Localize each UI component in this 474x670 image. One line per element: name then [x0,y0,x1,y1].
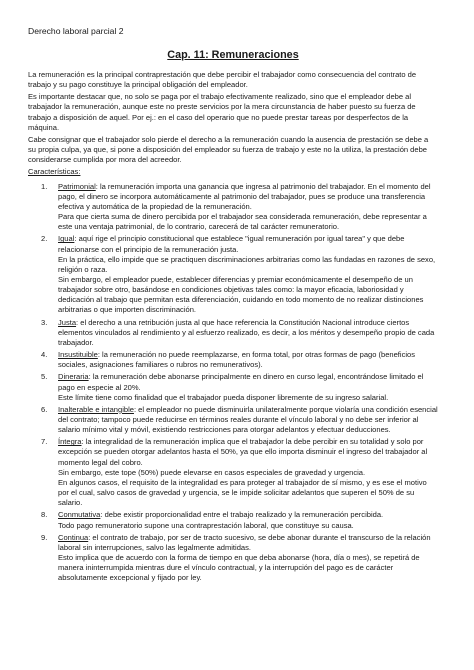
item-text: : la integralidad de la remuneración implica que el trabajador la debe percibir en su totalidad y solo por excepción se pueden otorgar adelantos hasta el 50%, ya que ello importa disminuir el ingreso del trabajador al momento legal del cobro. [58,437,428,467]
item-text: : la remuneración no puede reemplazarse, en forma total, por otras formas de pago (beneficios sociales, asignaciones familiares o rubros no remunerativos). [58,350,416,370]
item-text: Sin embargo, el empleador puede, establecer diferencias y premiar económicamente el desempeño de un trabajador sobre otro, basándose en condiciones objetivas tales como: la mayor eficacia, laboriosidad y dedicación al trabajo que permitan esta diferenciación, cuidando en todo momento de no realizar distinciones arbitrarias o que importen discriminación. [58,274,424,315]
item-text: : el empleador no puede disminuirla unilateralmente porque violaría una condición esencial del contrato; tampoco puede reducirse en términos reales durante el vínculo laboral y no debe ser inferior al salario mínimo vital y móvil, existiendo restricciones para otorgar adelantos y efectuar deducciones. [58,404,438,435]
intro-paragraph: Es importante destacar que, no solo se paga por el trabajo efectivamente realizado, sino que el empleador debe al trabajador la remuneración, aunque este no preste servicios por la mera circunstancia de haber puesto su fuerza de trabajo a disposición de aquel. Por ej.: en el caso del operario que no puede prestar tareas por desperfectos de la máquina. [28,92,416,132]
characteristics-heading: Características: [28,167,81,177]
item-text: : el derecho a una retribución justa al que hace referencia la Constitución Nacional introduce ciertos elementos vinculados al rendimiento y al esfuerzo realizado, es decir, a los méritos y desempeño propio de cada trabajador. [58,317,435,347]
item-term: Justa [58,317,77,327]
list-item [28,350,438,370]
item-text: Para que cierta suma de dinero percibida por el trabajador sea considerada remuneración, debe representar a este una ventaja patrimonial, de lo contrario, carecerá de tal carácter remuneratorio. [58,212,427,232]
list-item [28,405,438,435]
intro-paragraph: La remuneración es la principal contraprestación que debe percibir el trabajador como consecuencia del contrato de trabajo y su pago constituye la principal obligación del empleador. [28,70,417,90]
list-item [28,318,438,348]
item-term: Inalterable e intangible [58,404,134,414]
item-term: Patrimonial [58,181,96,191]
item-number: 1. [41,181,48,191]
item-text: : aquí rige el principio constitucional que establece "igual remuneración por igual tarea" y que debe relacionarse con el principio de la remuneración justa. [58,234,405,254]
list-item [28,437,438,508]
list-item [28,510,438,530]
page-title: Cap. 11: Remuneraciones [167,49,299,61]
list-item [28,372,438,402]
item-number: 7. [41,437,48,447]
item-text: Todo pago remuneratorio supone una contraprestación laboral, que constituye su causa. [58,520,354,530]
list-item [28,234,438,315]
item-term: Continua [58,532,89,542]
item-number: 2. [41,234,48,244]
page-header: Derecho laboral parcial 2 [28,26,124,36]
item-term: Conmutativa [58,510,101,520]
item-text: Este límite tiene como finalidad que el trabajador pueda disponer libremente de su ingreso salarial. [58,392,389,402]
item-text: En la práctica, ello impide que se practiquen discriminaciones arbitrarias como las fundadas en razones de sexo, religión o raza. [58,254,436,274]
list-item [28,182,438,233]
intro-paragraph: Cabe consignar que el trabajador solo pierde el derecho a la remuneración cuando la ausencia de prestación se debe a su propia culpa, ya que, si pone a disposición del empleador su fuerza de trabajo y este no la utiliza, la prestación debe considerarse cumplida por mora del acreedor. [28,134,429,165]
item-text: Sin embargo, este tope (50%) puede elevarse en casos especiales de gravedad y urgencia. [58,467,366,477]
item-number: 8. [41,510,48,520]
intro-section [28,70,438,165]
item-term: Igual [58,234,75,244]
item-number: 5. [41,372,48,382]
item-number: 6. [41,404,48,414]
item-text: En algunos casos, el requisito de la integralidad es para proteger al trabajador de sí mismo, y es ese el motivo por el cual, salvo casos de gravedad y urgencia, se le impide solicitar adelantos que superen el 50% de su salario. [58,477,427,508]
item-number: 9. [41,532,48,542]
characteristics-list [28,182,438,584]
item-number: 3. [41,317,48,327]
item-term: Dineraria [58,372,89,382]
item-text: Esto implica que de acuerdo con la forma de tiempo en que deba abonarse (hora, día o mes), se repetirá de manera ininterrumpida mientras dure el vínculo contractual, y la interrupción del pago es de carácter absolutamente excepcional y fijado por ley. [58,553,420,583]
item-number: 4. [41,350,48,360]
item-text: : el contrato de trabajo, por ser de tracto sucesivo, se debe abonar durante el transcurso de la relación laboral sin interrupciones, salvo las legalmente admitidas. [58,532,431,552]
item-text: : la remuneración debe abonarse principalmente en dinero en curso legal, encontrándose limitado el pago en especie al 20%. [58,372,424,392]
list-item [28,533,438,584]
item-term: Íntegra [58,437,82,447]
item-text: : la remuneración importa una ganancia que ingresa al patrimonio del trabajador. En el momento del pago, el dinero se incorpora automáticamente al patrimonio del trabajador, pues se produce una transferencia efectiva y automática de la propiedad de la remuneración. [58,181,431,211]
item-term: Insustituible [58,350,98,360]
item-text: : debe existir proporcionalidad entre el trabajo realizado y la remuneración percibida. [100,510,384,520]
